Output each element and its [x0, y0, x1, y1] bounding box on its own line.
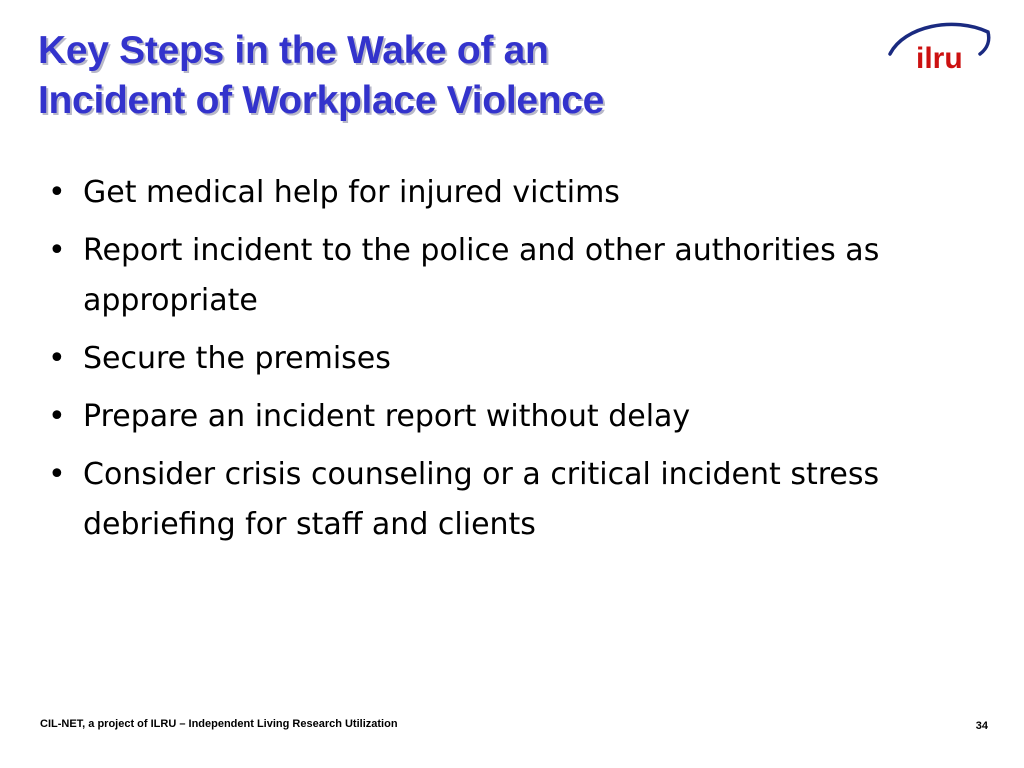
bullet-item	[48, 392, 948, 442]
bullet-text: Get medical help for injured victims	[83, 175, 620, 210]
page-number: 34	[975, 720, 988, 732]
bullet-marker: •	[48, 457, 66, 492]
bullet-marker: •	[48, 399, 66, 434]
bullet-text: Consider crisis counseling or a critical incident stress debriefing for staff and clients	[83, 457, 880, 542]
logo-wordmark: ilru	[916, 42, 963, 75]
slide-title-line-2: Incident of Workplace Violence	[38, 79, 605, 122]
ilru-logo	[884, 14, 994, 76]
bullet-marker: •	[48, 341, 66, 376]
bullet-marker: •	[48, 175, 66, 210]
bullet-item	[48, 450, 948, 550]
bullet-item	[48, 226, 948, 326]
slide-title-line-1: Key Steps in the Wake of an	[38, 29, 549, 72]
bullet-list	[48, 168, 948, 558]
bullet-text: Prepare an incident report without delay	[83, 399, 691, 434]
bullet-item	[48, 168, 948, 218]
bullet-item	[48, 334, 948, 384]
bullet-text: Secure the premises	[83, 341, 391, 376]
slide-title	[38, 26, 838, 126]
bullet-text: Report incident to the police and other authorities as appropriate	[83, 233, 880, 318]
footer-credit: CIL-NET, a project of ILRU – Independent Living Research Utilization	[40, 718, 398, 730]
bullet-marker: •	[48, 233, 66, 268]
